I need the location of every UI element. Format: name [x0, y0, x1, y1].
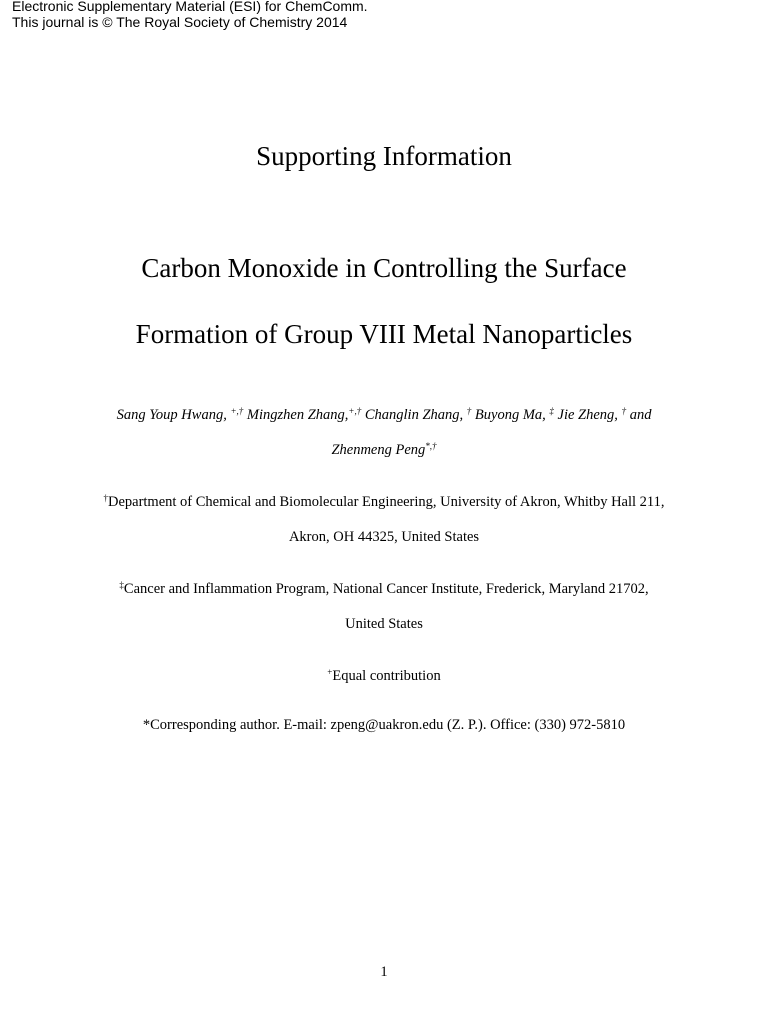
author-list-line-2	[0, 440, 768, 460]
author-name: Buyong Ma,	[471, 407, 546, 423]
affiliation-text: Department of Chemical and Biomolecular Engineering, University of Akron, Whitby Hall 211,	[107, 494, 665, 510]
equal-contribution-note	[0, 666, 768, 686]
affiliation-mark: ‡	[119, 580, 124, 590]
paper-title-line-2: Formation of Group VIII Metal Nanoparticles	[135, 319, 633, 349]
author-name: Changlin Zhang,	[361, 407, 464, 423]
paper-title-line-1: Carbon Monoxide in Controlling the Surface	[141, 253, 627, 283]
journal-header	[12, 0, 368, 30]
affiliation-text: Cancer and Inflammation Program, National Cancer Institute, Frederick, Maryland 21702,	[123, 581, 649, 597]
equal-text: Equal contribution	[332, 668, 441, 684]
author-name: Zhenmeng Peng	[331, 442, 426, 458]
author-name: Jie Zheng,	[553, 407, 618, 423]
affiliation-2-line-2: United States	[345, 616, 423, 632]
author-name: Sang Youp Hwang,	[116, 407, 227, 423]
affiliation-1-line-1	[0, 492, 768, 512]
corresponding-author-note: *Corresponding author. E-mail: zpeng@uakron.edu (Z. P.). Office: (330) 972-5810	[142, 717, 626, 733]
author-mark: ‡	[549, 406, 554, 416]
equal-mark: +	[327, 667, 333, 677]
author-mark: †	[621, 406, 627, 416]
author-name: Mingzhen Zhang,	[243, 407, 349, 423]
page-heading: Supporting Information	[256, 141, 512, 171]
author-mark: +,†	[348, 406, 362, 416]
author-list-line-1	[0, 405, 768, 425]
page-number: 1	[380, 964, 388, 980]
header-line-copyright: This journal is © The Royal Society of Chemistry 2014	[12, 14, 348, 30]
author-mark: +,†	[230, 406, 244, 416]
author-mark: *,†	[425, 441, 437, 451]
author-conjunction: and	[626, 407, 652, 423]
header-line-esi: Electronic Supplementary Material (ESI) for ChemComm.	[12, 0, 368, 14]
affiliation-2-line-1	[0, 579, 768, 599]
affiliation-mark: †	[103, 493, 108, 503]
affiliation-1-line-2: Akron, OH 44325, United States	[288, 529, 480, 545]
author-mark: †	[466, 406, 472, 416]
